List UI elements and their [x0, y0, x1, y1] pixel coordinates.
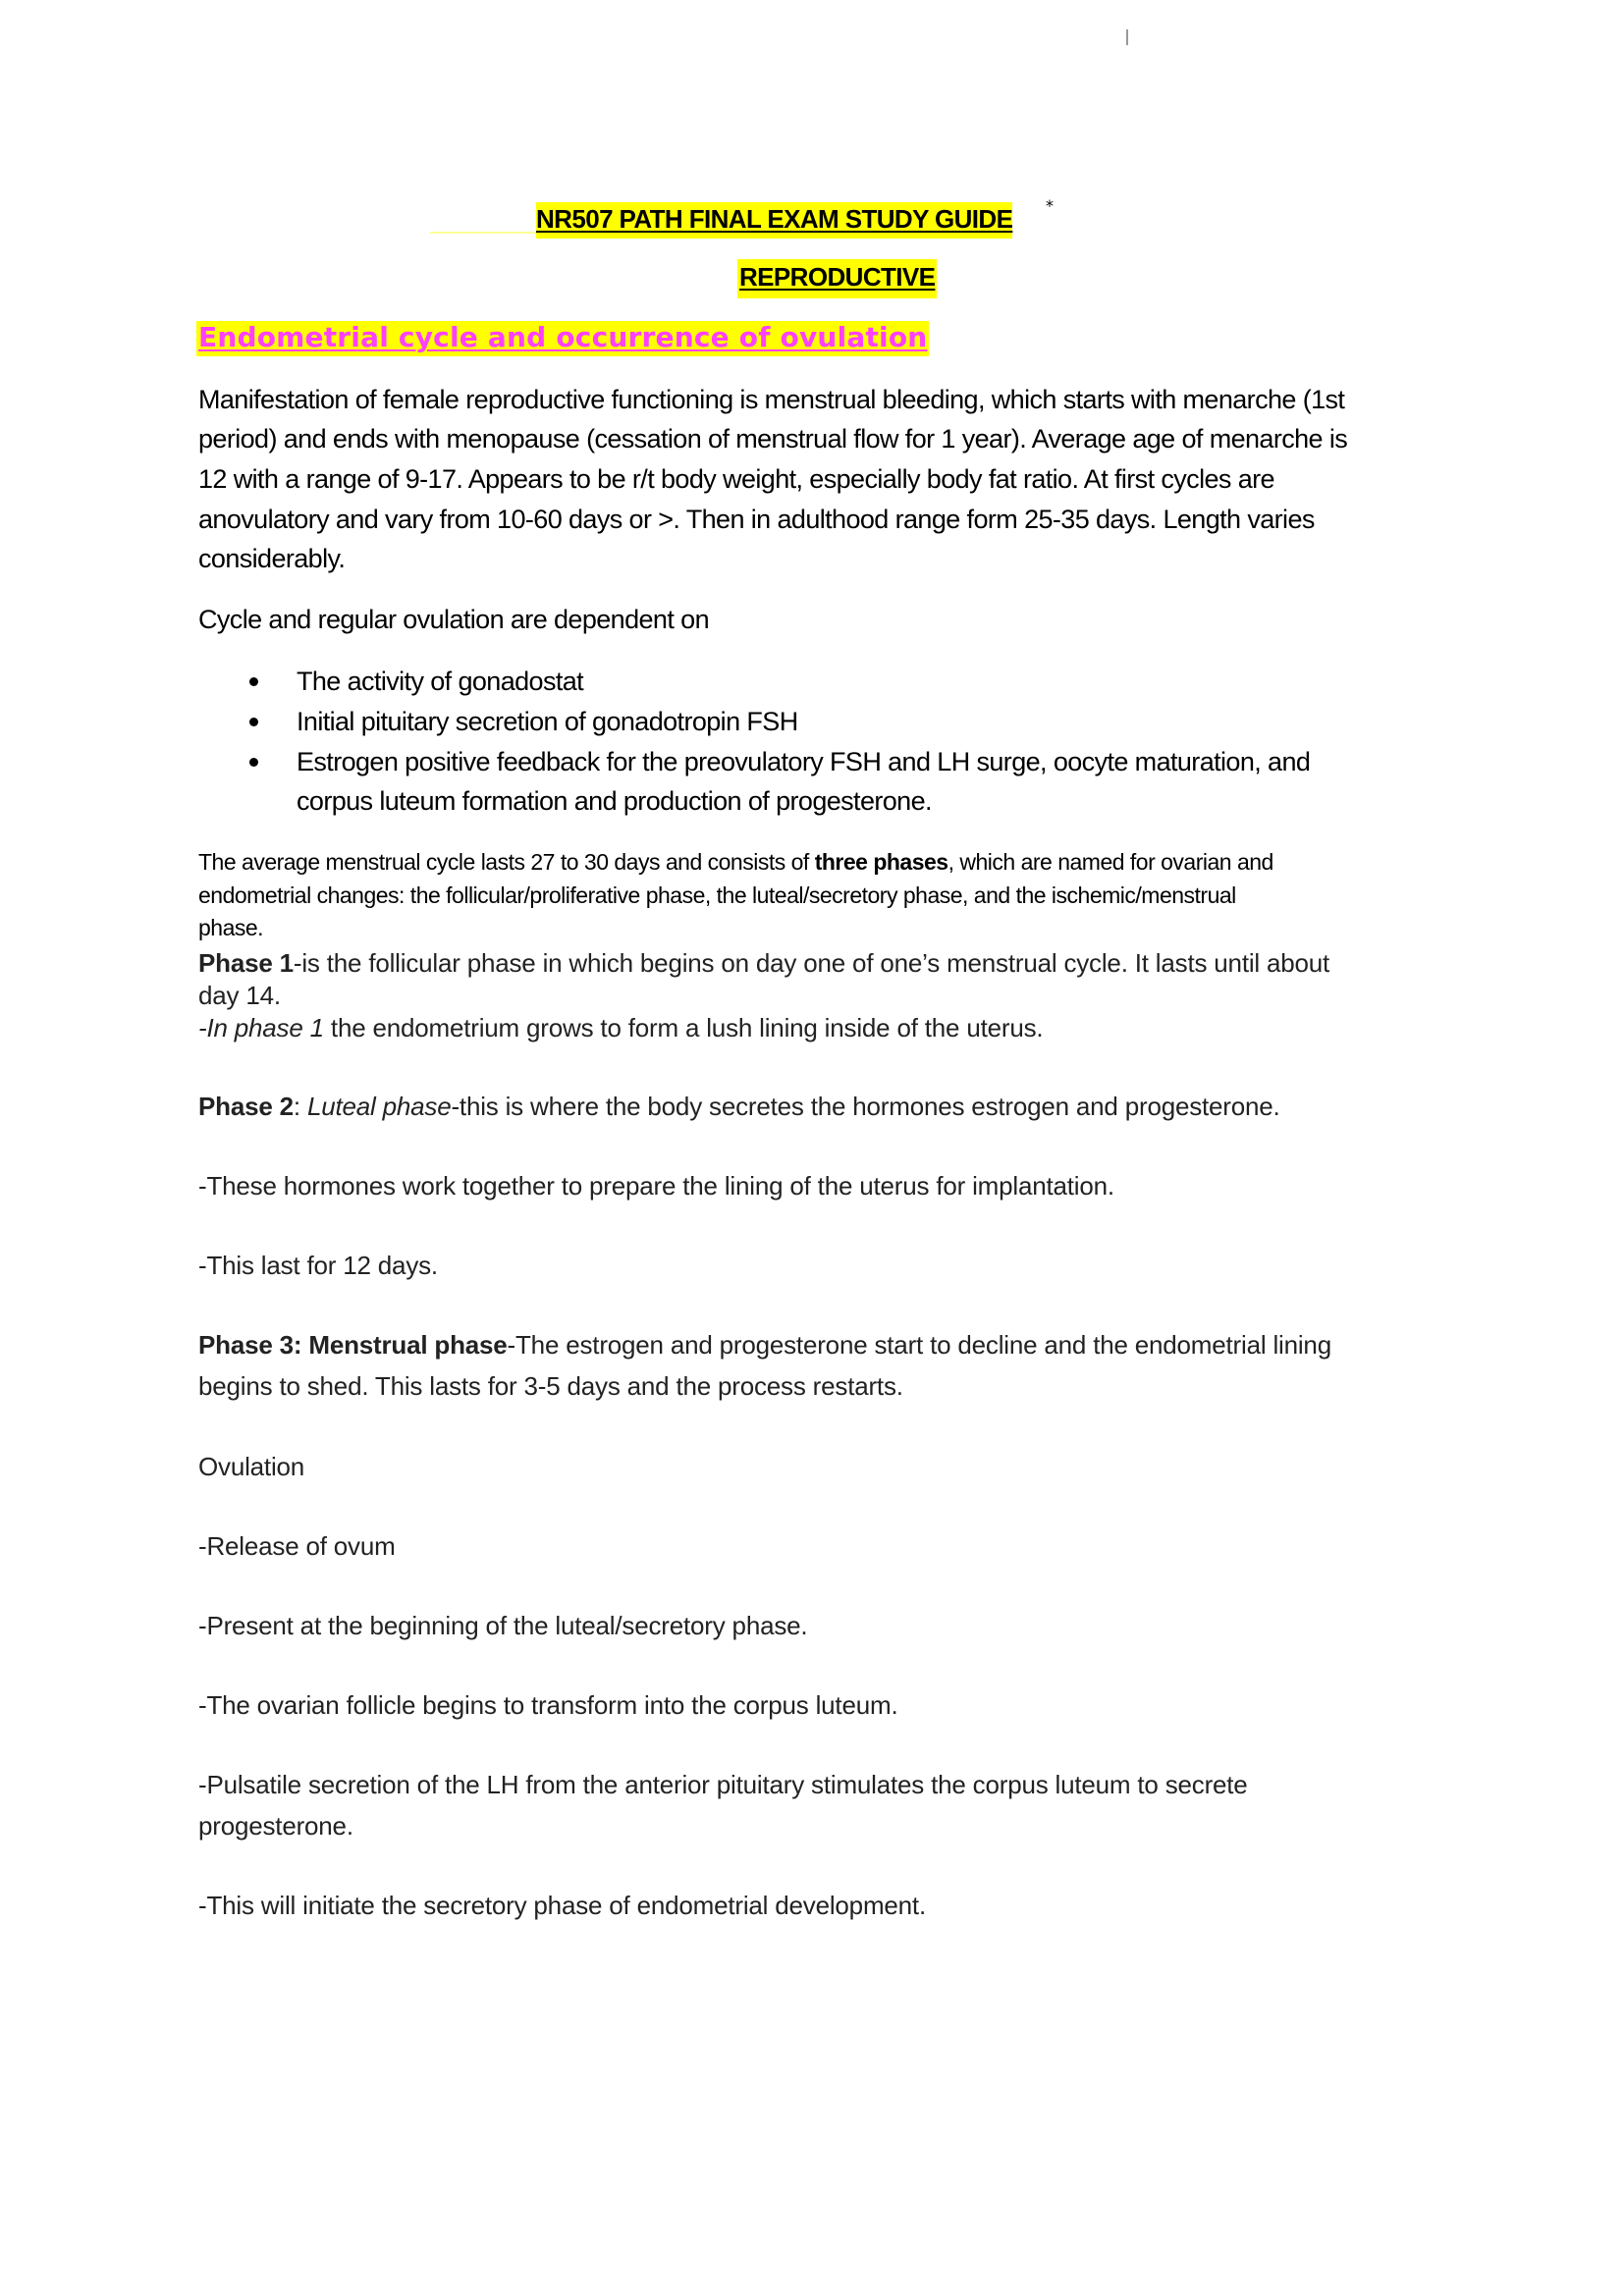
text-cursor-mark: [1126, 29, 1128, 45]
phase-2-label: Phase 2: [198, 1092, 294, 1121]
phase-1-line: [198, 948, 1329, 979]
title-leading-underline: [430, 232, 536, 234]
document-subtitle: REPRODUCTIVE: [737, 259, 937, 298]
ovulation-point: -The ovarian follicle begins to transform into the corpus luteum.: [198, 1690, 898, 1720]
phases-bold: three phases: [814, 849, 948, 875]
phase-1-note-italic: -In phase 1: [198, 1013, 324, 1042]
dependency-intro: Cycle and regular ovulation are dependent on: [198, 605, 709, 634]
phase-2-colon: :: [293, 1092, 307, 1121]
title-asterisk: *: [1046, 196, 1054, 215]
list-item-continuation: corpus luteum formation and production of progesterone.: [297, 786, 932, 816]
phase-2-text: -this is where the body secretes the hormones estrogen and progesterone.: [451, 1092, 1280, 1121]
phase-2-line: [198, 1092, 1280, 1122]
list-item: Estrogen positive feedback for the preovulatory FSH and LH surge, oocyte maturation, and: [297, 747, 1311, 776]
phase-1-note: [198, 1013, 1043, 1043]
ovulation-point: -Pulsatile secretion of the LH from the anterior pituitary stimulates the corpus luteum to secrete: [198, 1770, 1248, 1799]
phase-2-note: -These hormones work together to prepare the lining of the uterus for implantation.: [198, 1171, 1114, 1201]
list-item: The activity of gonadostat: [297, 667, 584, 696]
document-title: NR507 PATH FINAL EXAM STUDY GUIDE: [536, 202, 1012, 239]
ovulation-point: -Release of ovum: [198, 1531, 396, 1561]
ovulation-point: -Present at the beginning of the luteal/secretory phase.: [198, 1611, 808, 1640]
phase-3-line: begins to shed. This lasts for 3-5 days and the process restarts.: [198, 1371, 903, 1401]
phase-3-text: -The estrogen and progesterone start to decline and the endometrial lining: [507, 1330, 1331, 1360]
phases-text: , which are named for ovarian and: [947, 849, 1273, 875]
phase-3-line: [198, 1330, 1331, 1361]
ovulation-point-continuation: progesterone.: [198, 1811, 353, 1841]
intro-line: considerably.: [198, 544, 346, 573]
phases-text: The average menstrual cycle lasts 27 to 30 days and consists of: [198, 849, 815, 875]
ovulation-point: -This will initiate the secretory phase of endometrial development.: [198, 1891, 926, 1920]
bullet-icon: [249, 718, 258, 726]
phases-line: [198, 849, 1273, 876]
phases-line: phase.: [198, 915, 264, 940]
phase-1-text: -is the follicular phase in which begins on day one of one’s menstrual cycle. It lasts until about: [293, 948, 1330, 978]
phase-2-name: Luteal phase: [306, 1092, 452, 1121]
phase-1-label: Phase 1: [198, 948, 294, 978]
list-item: Initial pituitary secretion of gonadotropin FSH: [297, 707, 798, 736]
phase-1-line: day 14.: [198, 981, 281, 1010]
phases-line: endometrial changes: the follicular/proliferative phase, the luteal/secretory phase, and the ischemic/menstrual: [198, 882, 1236, 908]
phase-3-label: Phase 3: Menstrual phase: [198, 1330, 508, 1360]
ovulation-heading: Ovulation: [198, 1452, 305, 1481]
intro-line: 12 with a range of 9-17. Appears to be r/t body weight, especially body fat ratio. At first cycles are: [198, 464, 1274, 494]
intro-line: anovulatory and vary from 10-60 days or >. Then in adulthood range form 25-35 days. Length varies: [198, 505, 1315, 534]
bullet-icon: [249, 758, 258, 767]
bullet-icon: [249, 677, 258, 686]
section-heading: Endometrial cycle and occurrence of ovulation: [196, 321, 929, 356]
intro-line: Manifestation of female reproductive functioning is menstrual bleeding, which starts with menarche (1st: [198, 385, 1345, 414]
phase-1-note-text: the endometrium grows to form a lush lining inside of the uterus.: [323, 1013, 1044, 1042]
phase-2-note: -This last for 12 days.: [198, 1251, 438, 1280]
intro-line: period) and ends with menopause (cessation of menstrual flow for 1 year). Average age of menarche is: [198, 424, 1348, 454]
